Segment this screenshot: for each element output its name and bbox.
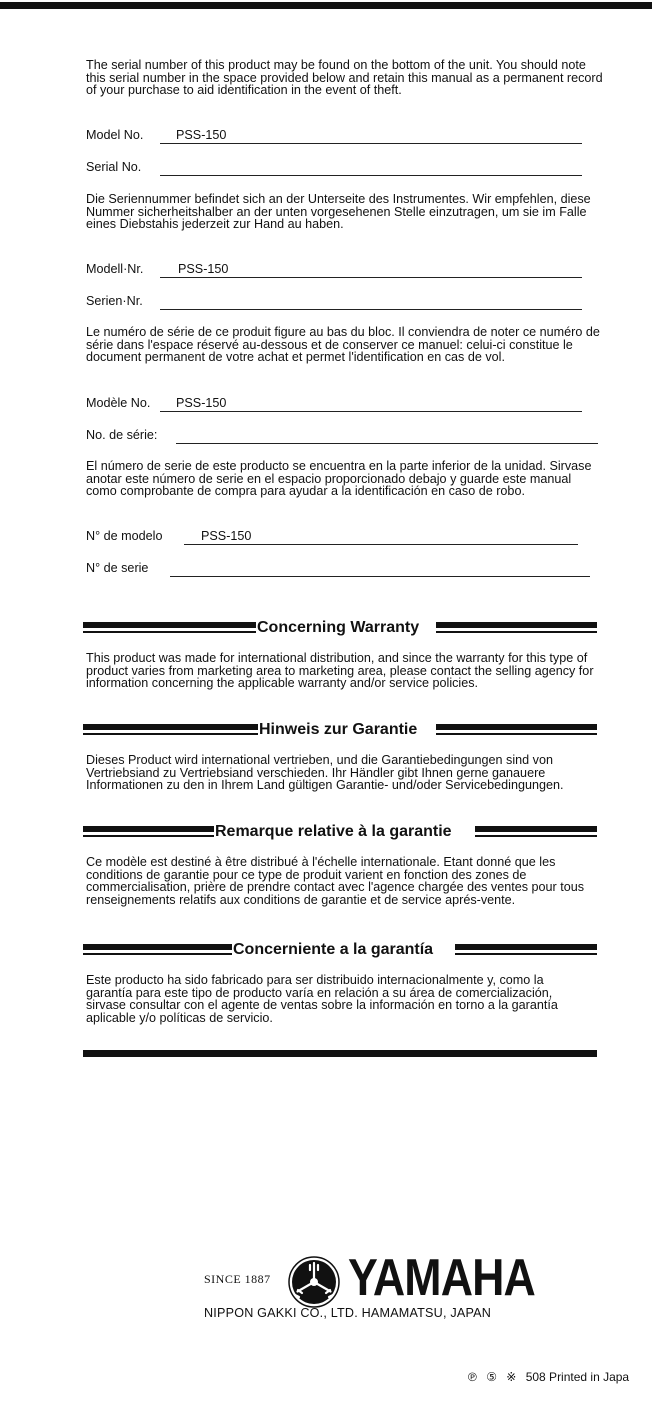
heading-text-es: Concerniente a la garantía [233,941,434,958]
serial-note-es: El número de serie de este producto se encuentra en la parte inferior de la unidad. Sirvase anotar este número de serie en el espacio proporcionado debajo y guarde este manual como comprobante de compra para ayudar a la identificación en caso de robo. [86,459,592,499]
company-address: NIPPON GAKKI CO., LTD. HAMAMATSU, JAPAN [204,1306,492,1320]
reference-mark-icon: ※ [506,1370,517,1384]
model-label-es: N° de modelo [86,529,163,543]
serial-field-en [86,158,582,176]
circled-five-icon: ⑤ [486,1370,497,1384]
model-label-de: Modell·Nr. [86,262,144,276]
serial-line-de [160,293,582,310]
model-value-fr: PSS-150 [176,396,227,410]
warranty-heading-en [83,618,597,638]
warranty-heading-de [83,720,597,740]
warranty-heading-fr [83,822,597,842]
print-code-line [468,1370,635,1384]
serial-label-en: Serial No. [86,160,142,174]
model-value-es: PSS-150 [201,529,252,543]
serial-note-de: Die Seriennummer befindet sich an der Unterseite des Instrumentes. Wir empfehlen, diese Nummer sicherheitshalber an der unten vorgesehenen Stelle einzutragen, um sie im Falle eines Diebstahis jederzeit zur Hand au haben. [86,192,591,232]
heading-rule-left [83,826,214,838]
model-field-en [86,126,582,144]
since-text: SINCE 1887 [204,1272,271,1286]
heading-rule-left [83,944,232,956]
heading-rule-right [436,622,597,634]
top-rule [0,2,652,9]
heading-text-de: Hinweis zur Garantie [259,721,418,738]
model-field-de [86,260,582,278]
serial-field-de [86,292,582,310]
serial-line-es [170,560,590,577]
serial-line-en [160,159,582,176]
serial-label-de: Serien·Nr. [86,294,143,308]
serial-field-fr [86,426,598,444]
heading-rule-left [83,724,258,736]
heading-rule-left [83,622,256,634]
serial-note-en: The serial number of this product may be found on the bottom of the unit. You should note this serial number in the space provided below and retain this manual as a permanent record of your purchase to aid identification in the event of theft. [86,58,603,98]
model-value-en: PSS-150 [176,128,227,142]
heading-rule-right [455,944,597,956]
model-label-en: Model No. [86,128,144,142]
heading-rule-right [436,724,597,736]
warranty-heading-es [83,940,597,960]
warranty-text-de: Dieses Product wird international vertrieben, und die Garantiebedingungen sind von Vertriebsiand zu Vertriebsiand verschieden. Ihr Händler gibt Ihnen gerne ganauere Informationen zu den in Ihrem Land gültigen Garantie- und/oder Servicebedingungen. [86,753,564,793]
heading-text-fr: Remarque relative à la garantie [215,823,452,840]
model-label-fr: Modèle No. [86,396,151,410]
warranty-text-fr: Ce modèle est destiné à être distribué à l'échelle internationale. Etant donné que les conditions de garantie pour ce type de produit varient en fonction des zones de commercialisation, prière de prendre contact avec l'agence chargée des ventes pour tous renseignements relatifs aux conditions de garantie et de service aprés-vente. [86,855,585,907]
warranty-text-es: Este producto ha sido fabricado para ser distribuido internacionalmente y, como la garantía para este tipo de producto varía en relación a su área de comercialización, sirvase consultar con el agente de ventas sobre la información en torno a la garantía aplicable y/o políticas de servicio. [86,973,558,1025]
serial-label-fr: No. de série: [86,428,158,442]
p-mark-icon: ℗ [468,1370,477,1384]
yamaha-wordmark: YAMAHA [348,1249,535,1307]
heading-rule-right [475,826,597,838]
model-field-es [86,527,578,545]
heading-text-en: Concerning Warranty [257,619,420,636]
print-code: 508 Printed in Japa [525,1370,630,1384]
serial-note-fr: Le numéro de série de ce produit figure au bas du bloc. Il conviendra de noter ce numéro de série dans l'espace réservé au-dessous et de conserver ce manuel: celui-ci constitue le document permanent de votre achat et permet l'identification en cas de vol. [86,325,600,365]
tuning-fork-emblem-icon [288,1256,340,1308]
serial-line-fr [176,427,598,444]
model-field-fr [86,394,582,412]
serial-label-es: N° de serie [86,561,149,575]
bottom-rule [83,1050,597,1057]
model-value-de: PSS-150 [178,262,229,276]
serial-field-es [86,559,590,577]
warranty-text-en: This product was made for international distribution, and since the warranty for this type of product varies from marketing area to marketing area, please contact the selling agency for information concerning the applicable warranty and/or service policies. [86,651,594,691]
